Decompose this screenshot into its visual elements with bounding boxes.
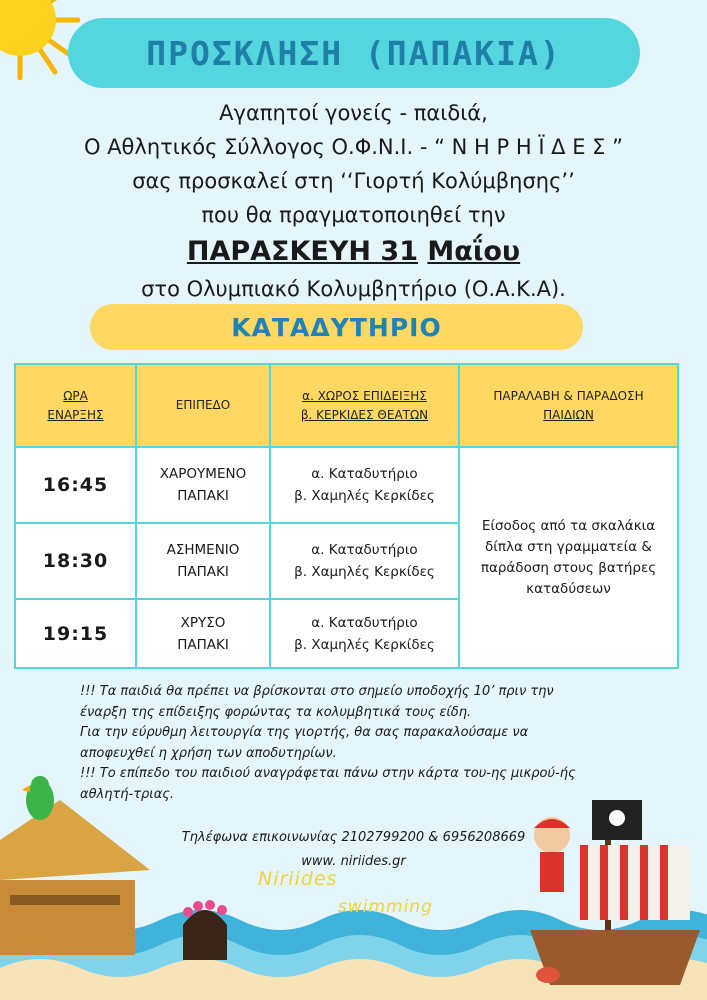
area-line1: α. Καταδυτήριο — [311, 542, 418, 558]
event-line: που θα πραγματοποιηθεί την — [201, 203, 506, 227]
note-line: !!! Το επίπεδο του παιδιού αναγράφεται πάνω στην κάρτα του-ης μικρού-ής — [80, 766, 576, 781]
note-line: Για την εύρυθμη λειτουργία της γιορτής, θα σας παρακαλούσαμε να — [80, 725, 529, 740]
level-line1: ΧΑΡΟΥΜΕΝΟ — [159, 466, 247, 482]
page-title: ΠΡΟΣΚΛΗΣΗ (ΠΑΠΑΚΙΑ) — [146, 33, 562, 73]
pickup-line2: δίπλα στη γραμματεία & — [485, 538, 652, 555]
header-time-line1: ΩΡΑ — [63, 388, 88, 403]
venue-line: στο Ολυμπιακό Κολυμβητήριο (Ο.Α.Κ.Α). — [141, 277, 566, 301]
area-line1: α. Καταδυτήριο — [311, 466, 418, 482]
note-line: !!! Τα παιδιά θα πρέπει να βρίσκονται στο σημείο υποδοχής 10’ πριν την — [80, 684, 554, 699]
area-line2: β. Χαμηλές Κερκίδες — [294, 564, 435, 580]
note-line: αποφευχθεί η χρήση των αποδυτηρίων. — [80, 745, 337, 761]
header-pickup-line1: ΠΑΡΑΛΑΒΗ & ΠΑΡΑΔΟΣΗ — [493, 388, 644, 403]
section-title: ΚΑΤΑΔΥΤΗΡΙΟ — [231, 312, 442, 342]
note-line: αθλητή-τριας. — [80, 786, 175, 802]
level-line2: ΠΑΠΑΚΙ — [177, 488, 229, 504]
header-time-line2: ΕΝΑΡΞΗΣ — [47, 407, 104, 422]
club-line: Ο Αθλητικός Σύλλογος Ο.Φ.Ν.Ι. - “ Ν Η Ρ Η Ϊ Δ Ε Σ ” — [83, 135, 623, 159]
pickup-line1: Είσοδος από τα σκαλάκια — [481, 517, 656, 534]
website-link[interactable]: www. niriides.gr — [301, 854, 406, 869]
pickup-line3: παράδοση στους βατήρες — [480, 559, 657, 576]
greeting: Αγαπητοί γονείς - παιδιά, — [219, 101, 488, 125]
note-line: έναρξη της επίδειξης φορώντας τα κολυμβητικά τους είδη. — [80, 704, 472, 720]
header-area-line1: α. ΧΩΡΟΣ ΕΠΙΔΕΙΞΗΣ — [302, 388, 427, 403]
event-date-month: Μαΐου — [427, 236, 521, 267]
contact-block — [0, 826, 707, 874]
time-value: 16:45 — [42, 474, 109, 496]
level-line2: ΠΑΠΑΚΙ — [177, 636, 229, 653]
brand-name: Niriides — [258, 868, 338, 890]
time-value: 18:30 — [42, 550, 109, 572]
area-line2: β. Χαμηλές Κερκίδες — [294, 488, 435, 504]
event-date-day: ΠΑΡΑΣΚΕΥΗ 31 — [186, 236, 418, 267]
brand-tagline: swimming — [338, 897, 433, 917]
level-line2: ΠΑΠΑΚΙ — [177, 564, 229, 580]
level-line1: ΑΣΗΜΕΝΙΟ — [166, 542, 240, 558]
header-level-text: ΕΠΙΠΕΔΟ — [175, 398, 231, 412]
pickup-line4: καταδύσεων — [526, 580, 611, 597]
header-area-line2: β. ΚΕΡΚΙΔΕΣ ΘΕΑΤΩΝ — [300, 407, 429, 422]
level-line1: ΧΡΥΣΟ — [180, 614, 226, 631]
contact-phones: Τηλέφωνα επικοινωνίας 2102799200 & 6956208669 — [181, 830, 526, 845]
invite-line: σας προσκαλεί στη ‘‘Γιορτή Κολύμβησης’’ — [132, 169, 575, 193]
area-line1: α. Καταδυτήριο — [311, 614, 418, 631]
header-pickup-line2: ΠΑΙΔΙΩΝ — [543, 407, 594, 422]
time-value: 19:15 — [42, 622, 109, 645]
area-line2: β. Χαμηλές Κερκίδες — [294, 636, 435, 653]
